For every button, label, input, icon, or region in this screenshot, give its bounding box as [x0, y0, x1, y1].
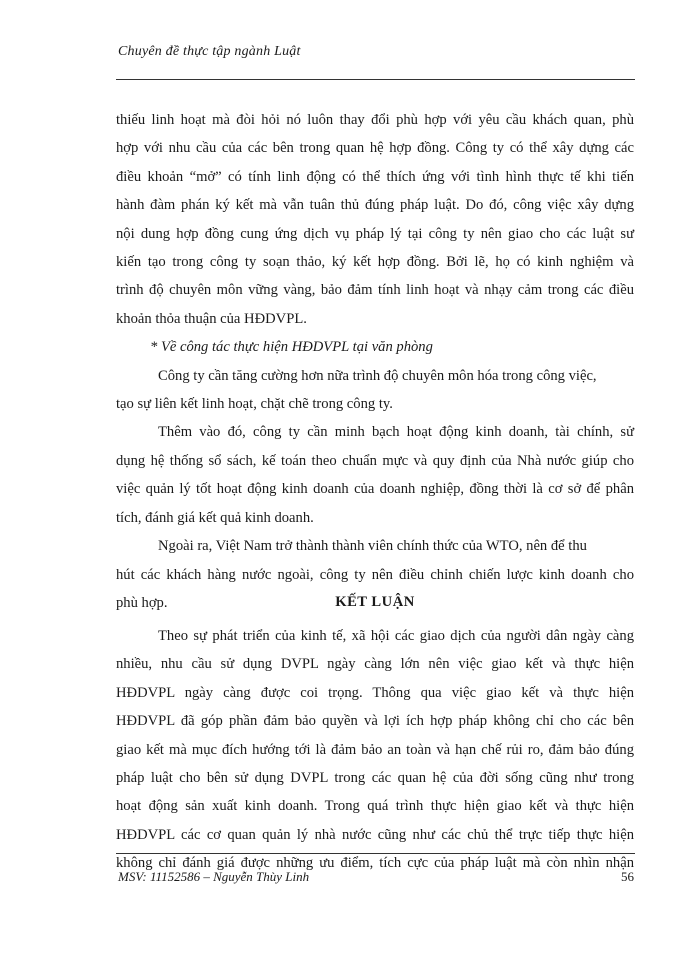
paragraph-line: tạo sự liên kết linh hoạt, chặt chẽ trong công ty.	[116, 396, 393, 413]
page-header-title: Chuyên đề thực tập ngành Luật	[118, 44, 301, 59]
paragraph-line: hút các khách hàng nước ngoài, công ty nên điều chỉnh chiến lược kinh doanh cho	[116, 566, 634, 583]
paragraph-line: việc quản lý tốt hoạt động kinh doanh của doanh nghiệp, đồng thời là cơ sở để phân	[116, 481, 634, 498]
paragraph-line: trình độ chuyên môn vững vàng, bảo đảm tính linh hoạt và nhạy cảm trong các điều	[116, 282, 634, 299]
conclusion-body	[116, 622, 634, 878]
paragraph-line: nhiều, nhu cầu sử dụng DVPL ngày càng lớn nên việc giao kết và thực hiện	[116, 656, 634, 673]
subheading: * Về công tác thực hiện HĐDVPL tại văn phòng	[150, 339, 433, 356]
paragraph-line: Theo sự phát triển của kinh tế, xã hội các giao dịch của người dân ngày càng	[158, 628, 634, 644]
paragraph-line: hoạt động sản xuất kinh doanh. Trong quá trình thực hiện giao kết và thực hiện	[116, 798, 634, 815]
paragraph-line: hợp với nhu cầu của các bên trong quan hệ hợp đồng. Công ty có thể xây dựng các	[116, 140, 634, 157]
section-body	[116, 106, 634, 617]
paragraph-line: HĐDVPL ngày càng được coi trọng. Thông qua việc giao kết và thực hiện	[116, 684, 634, 701]
paragraph-line: kiến tạo trong công ty soạn thảo, ký kết hợp đồng. Bởi lẽ, họ có kinh nghiệm và	[116, 254, 634, 271]
conclusion-heading: KẾT LUẬN	[335, 594, 415, 610]
paragraph-line: hành đàm phán ký kết mà vẫn tuân thủ đúng pháp luật. Do đó, công việc xây dựng	[116, 197, 634, 214]
paragraph-line: không chỉ đánh giá được những ưu điểm, tích cực của pháp luật mà còn nhìn nhận	[116, 855, 634, 872]
paragraph-line: thiếu linh hoạt mà đòi hỏi nó luôn thay đổi phù hợp với yêu cầu khách quan, phù	[116, 112, 634, 128]
footer-divider	[116, 853, 635, 854]
paragraph-line: điều khoản “mở” có tính linh động có thể thích ứng với tình hình thực tế khi tiến	[116, 168, 634, 185]
paragraph-line: Ngoài ra, Việt Nam trở thành thành viên chính thức của WTO, nên để thu	[158, 538, 587, 555]
header-divider	[116, 79, 635, 80]
page-number: 56	[621, 869, 634, 884]
paragraph-line: HĐDVPL các cơ quan quản lý nhà nước cũng như các chủ thể trực tiếp thực hiện	[116, 826, 634, 843]
paragraph-line: dụng hệ thống sổ sách, kế toán theo chuẩn mực và quy định của Nhà nước giúp cho	[116, 452, 634, 469]
footer-student-info: MSV: 11152586 – Nguyễn Thùy Linh	[118, 869, 310, 884]
paragraph-line: HĐDVPL đã góp phần đảm bảo quyền và lợi ích hợp pháp không chỉ cho các bên	[116, 713, 634, 730]
paragraph-line: nội dung hợp đồng cung ứng dịch vụ pháp lý tại công ty nên giao cho các luật sư	[116, 225, 634, 242]
paragraph-line: Thêm vào đó, công ty cần minh bạch hoạt động kinh doanh, tài chính, sử	[158, 424, 634, 441]
paragraph-line: giao kết mà mục đích hướng tới là đảm bảo an toàn và hạn chế rủi ro, đảm bảo đúng	[116, 741, 634, 758]
paragraph-line: khoản thỏa thuận của HĐDVPL.	[116, 310, 307, 327]
paragraph-line: Công ty cần tăng cường hơn nữa trình độ chuyên môn hóa trong công việc,	[158, 367, 597, 384]
paragraph-line: pháp luật cho bên sử dụng DVPL trong các quan hệ của đời sống cũng như trong	[116, 770, 634, 787]
paragraph-line: phù hợp.	[116, 594, 168, 611]
paragraph-line: tích, đánh giá kết quả kinh doanh.	[116, 509, 314, 526]
